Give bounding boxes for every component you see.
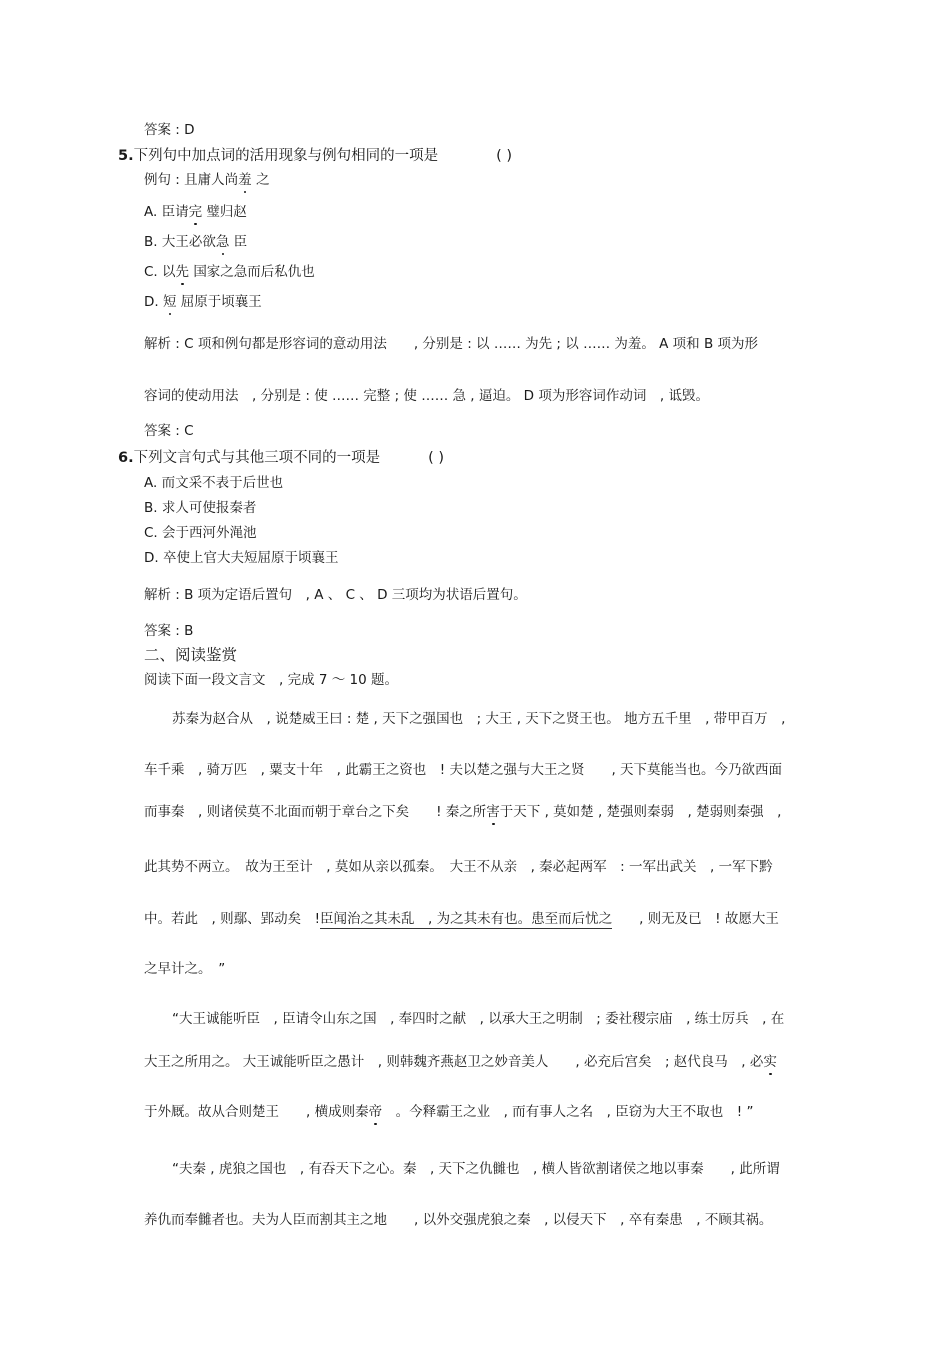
passage-text: , 则无及已 ! 故愿大王 bbox=[612, 911, 779, 927]
passage-line: 苏秦为赵合从 , 说楚威王曰 : 楚 , 天下之强国也 ; 大王 , 天下之贤王也。 地方五千里 , 带甲百万 , bbox=[172, 711, 786, 727]
dotted-word: 完 bbox=[188, 204, 203, 220]
q5-analysis-line-2: 容词的使动用法 , 分别是 : 使 …… 完整 ; 使 …… 急 , 逼迫。 D 项为形容词作动词 , 诋毁。 bbox=[144, 388, 709, 404]
dotted-word: 先 bbox=[175, 264, 190, 280]
answer-blank: ( ) bbox=[428, 450, 445, 466]
passage-line: “大王诚能听臣 , 臣请令山东之国 , 奉四时之献 , 以承大王之明制 ; 委社稷宗庙 , 练士厉兵 , 在 bbox=[172, 1011, 785, 1027]
q4-answer: 答案 : D bbox=[144, 122, 195, 138]
option-b: B. 求人可使报秦者 bbox=[144, 500, 257, 516]
section-title: 二、阅读鉴赏 bbox=[144, 646, 238, 664]
q5-analysis-line-1: 解析 : C 项和例句都是形容词的意动用法 , 分别是 : 以 …… 为先 ; 以 …… 为羞。 A 项和 B 项为形 bbox=[144, 336, 759, 352]
q6-analysis: 解析 : B 项为定语后置句 , A 、 C 、 D 三项均为状语后置句。 bbox=[144, 587, 527, 603]
question-number: 5. bbox=[118, 148, 134, 164]
passage-line bbox=[144, 1053, 777, 1071]
option-text: B. 大王必欲 bbox=[144, 234, 216, 250]
dotted-word: 害 bbox=[486, 804, 500, 820]
question-number: 6. bbox=[118, 450, 134, 466]
dotted-word: 帝 bbox=[368, 1104, 383, 1120]
option-d bbox=[144, 293, 262, 311]
passage-text: 大王之所用之。 大王诚能听臣之愚计 , 则韩魏齐燕赵卫之妙音美人 , 必充后宫矣 ; 赵代良马 , 必 bbox=[144, 1054, 764, 1070]
passage-line: 养仇而奉雠者也。夫为人臣而割其主之地 , 以外交强虎狼之秦 , 以侵天下 , 卒有秦患 , 不顾其祸。 bbox=[144, 1212, 773, 1228]
passage-text: 于外厩。故从合则楚王 , 横成则秦 bbox=[144, 1104, 369, 1120]
option-c: C. 会于西河外渑池 bbox=[144, 525, 257, 541]
passage-line: 此其势不两立。 故为王至计 , 莫如从亲以孤秦。 大王不从亲 , 秦必起两军 : 一军出武关 , 一军下黔 bbox=[144, 859, 773, 875]
question-5 bbox=[118, 147, 512, 165]
dotted-word: 实 bbox=[763, 1054, 777, 1070]
passage-text: 中。若此 , 则鄢、郢动矣 ! bbox=[144, 911, 320, 927]
dotted-word: 短 bbox=[162, 294, 177, 310]
passage-text: 于天下 , 莫如楚 , 楚强则秦弱 , 楚弱则秦强 , bbox=[499, 804, 782, 820]
passage-line bbox=[144, 803, 781, 821]
option-a: A. 而文采不表于后世也 bbox=[144, 475, 284, 491]
question-stem: 下列文言句式与其他三项不同的一项是 bbox=[133, 450, 381, 466]
passage-line: 车千乘 , 骑万匹 , 粟支十年 , 此霸王之资也 ! 夫以楚之强与大王之贤 , 天下莫能当也。今乃欲西面 bbox=[144, 762, 783, 778]
q5-answer: 答案 : C bbox=[144, 423, 194, 439]
option-text: 臣 bbox=[233, 234, 248, 250]
option-text: 屈原于顷襄王 bbox=[180, 294, 262, 310]
section-intro: 阅读下面一段文言文 , 完成 7 ～ 10 题。 bbox=[144, 672, 399, 688]
option-b bbox=[144, 233, 247, 251]
option-text: 璧归赵 bbox=[206, 204, 247, 220]
option-text: 国家之急而后私仇也 bbox=[193, 264, 315, 280]
passage-text: 。今释霸王之业 , 而有事人之名 , 臣窃为大王不取也 ! ” bbox=[382, 1104, 754, 1120]
option-text: C. 以 bbox=[144, 264, 176, 280]
passage-line: 之早计之。 ” bbox=[144, 961, 226, 977]
dotted-word: 急 bbox=[215, 234, 230, 250]
option-a bbox=[144, 203, 247, 221]
underlined-sentence: 臣闻治之其未乱 , 为之其未有也。患至而后忧之 bbox=[320, 911, 613, 927]
dotted-word: 羞 bbox=[238, 172, 252, 188]
option-d: D. 卒使上官大夫短屈原于顷襄王 bbox=[144, 550, 339, 566]
answer-blank: ( ) bbox=[496, 148, 513, 164]
option-text: A. 臣请 bbox=[144, 204, 189, 220]
passage-line bbox=[144, 910, 779, 928]
question-stem: 下列句中加点词的活用现象与例句相同的一项是 bbox=[133, 148, 439, 164]
example-sentence bbox=[144, 171, 269, 189]
passage-line: “夫秦 , 虎狼之国也 , 有吞天下之心。秦 , 天下之仇雠也 , 横人皆欲割诸侯之地以事秦 , 此所谓 bbox=[172, 1161, 780, 1177]
question-6 bbox=[118, 449, 444, 467]
option-text: D. bbox=[144, 294, 163, 310]
example-prefix: 例句 : 且庸人尚 bbox=[144, 172, 239, 188]
passage-text: 而事秦 , 则诸侯莫不北面而朝于章台之下矣 ! 秦之所 bbox=[144, 804, 487, 820]
option-c bbox=[144, 263, 315, 281]
example-suffix: 之 bbox=[255, 172, 270, 188]
q6-answer: 答案 : B bbox=[144, 623, 194, 639]
passage-line bbox=[144, 1103, 753, 1121]
